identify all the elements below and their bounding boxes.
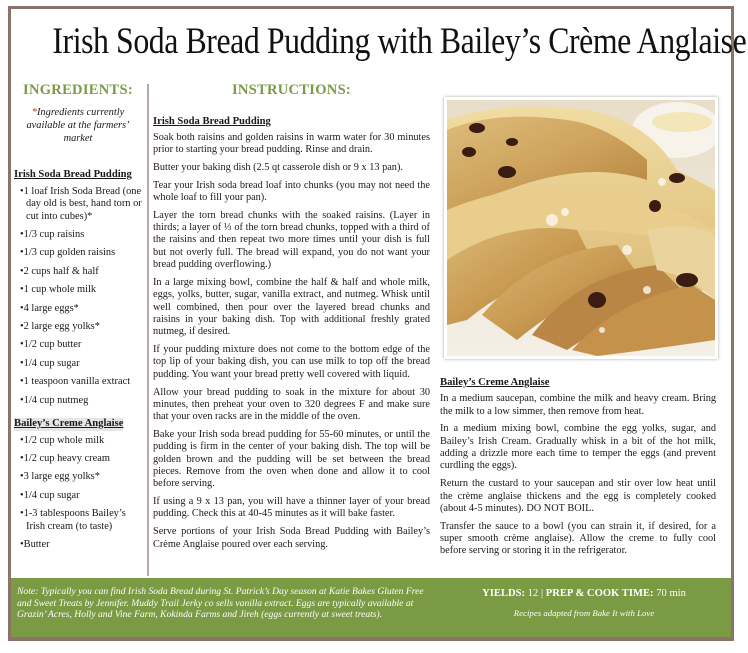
instruction-step: Return the custard to your saucepan and stir over low heat until the crème anglaise thickens and the egg is completely cooked (about 4-5 minutes). DO NOT BOIL. (440, 478, 716, 514)
footer-band (11, 578, 731, 637)
instruction-step: Butter your baking dish (2.5 qt casserole dish or 9 x 13 pan). (153, 161, 403, 173)
ingredient-item: • Butter (20, 539, 142, 551)
soda-bread-photo (444, 97, 718, 359)
time-label: PREP & COOK TIME: (545, 588, 654, 599)
instructions-section-title: Bailey’s Creme Anglaise (440, 377, 550, 388)
instruction-step: If using a 9 x 13 pan, you will have a thinner layer of your bread pudding. Check this at 40-45 minutes as it will bake faster. (153, 496, 430, 520)
instruction-step: In a large mixing bowl, combine the half & half and whole milk, eggs, yolks, butter, sugar, vanilla extract, and nutmeg. Whisk until well combined, then pour over the layered bread chunks and raisins in your baking dish. Top with additional freshly grated nutmeg, if desired. (153, 276, 430, 338)
farmers-market-note (14, 106, 142, 145)
ingredients-list-pudding (14, 186, 142, 407)
ingredient-item: • 1 loaf Irish Soda Bread (one day old is best, hand torn or cut into cubes)* (20, 186, 142, 223)
soda-bread-image (447, 100, 715, 356)
ingredient-item: • 3 large egg yolks* (20, 471, 142, 483)
instruction-step: In a medium mixing bowl, combine the egg yolks, sugar, and Bailey’s Irish Cream. Gradually whisk in a bit of the hot milk, adding a drizzle more each time to temper the eggs (and prevent curdling the eggs). (440, 423, 716, 472)
instruction-step: Transfer the sauce to a bowl (you can strain it, if desired, for a super smooth crème anglaise). Allow the creme to fully cool before serving or storing it in the refrigerator. (440, 520, 716, 557)
page-title: Irish Soda Bread Pudding with Bailey’s Crème Anglaise (52, 21, 747, 62)
ingredients-section-title: Bailey’s Creme Anglaise (14, 418, 124, 430)
ingredient-item: • 1/4 cup sugar (20, 358, 142, 370)
instruction-step: Soak both raisins and golden raisins in warm water for 30 minutes prior to starting your bread pudding. Rinse and drain. (153, 131, 430, 155)
ingredient-item: • 1/3 cup raisins (20, 229, 142, 241)
instruction-step: Serve portions of your Irish Soda Bread Pudding with Bailey’s Crème Anglaise poured over each serving. (153, 526, 430, 550)
instruction-step: Layer the torn bread chunks with the soaked raisins. (Layer in thirds; a layer of ⅓ of the torn bread chunks, topped with a third of the raisins and then repeat two more times until your dish is full but not overly full. The bread will expand, you do not want your bread pudding overflowing.) (153, 209, 430, 271)
ingredients-list-creme (14, 435, 142, 552)
ingredient-item: • 1/4 cup sugar (20, 490, 142, 502)
separator: | (540, 588, 544, 599)
ingredient-item: • 1 teaspoon vanilla extract (20, 376, 142, 388)
ingredient-item: • 4 large eggs* (20, 303, 142, 315)
instruction-step: Allow your bread pudding to soak in the mixture for about 30 minutes, then preheat your oven to 320 degrees F and make sure that your oven racks are in the middle of the oven. (153, 386, 430, 423)
ingredient-item: • 1/2 cup heavy cream (20, 453, 142, 465)
ingredient-item: • 1/2 cup whole milk (20, 435, 142, 447)
ingredient-item: • 1/3 cup golden raisins (20, 247, 142, 259)
instruction-step: In a medium saucepan, combine the milk and heavy cream. Bring the milk to a low simmer, then remove from heat. (440, 393, 716, 417)
ingredient-item: • 1/2 cup butter (20, 339, 142, 351)
ingredient-item: • 1 cup whole milk (20, 284, 142, 296)
ingredient-item: • 1-3 tablespoons Bailey’s Irish cream (to taste) (20, 508, 142, 533)
instruction-step: Tear your Irish soda bread loaf into chunks (you may not need the whole loaf to fill your pan). (153, 179, 430, 203)
ingredients-section-title: Irish Soda Bread Pudding (14, 169, 132, 181)
ingredients-column (14, 84, 142, 557)
time-value: 70 min (656, 588, 686, 599)
creme-anglaise-column (440, 377, 716, 563)
yields-and-time (441, 588, 727, 599)
instructions-section-title: Irish Soda Bread Pudding (153, 116, 271, 128)
ingredient-item: • 2 cups half & half (20, 266, 142, 278)
instructions-column (153, 84, 430, 556)
ingredient-item: • 2 large egg yolks* (20, 321, 142, 333)
instruction-step: Bake your Irish soda bread pudding for 55-60 minutes, or until the pudding is firm in the center of your baking dish. The top will be golden brown and the pudding will be set between the bread pieces. Remove from the oven when done and allow it to cool before serving. (153, 428, 430, 490)
recipe-credit: Recipes adapted from Bake It with Love (513, 608, 655, 618)
instruction-step: If your pudding mixture does not come to the bottom edge of the top lip of your baking dish, you can use milk to top off the bread pudding. You want your bread pretty well covered with liquid. (153, 344, 430, 380)
yields-value: 12 (527, 588, 539, 599)
instructions-heading: INSTRUCTIONS: (231, 82, 352, 98)
footer-note: Note: Typically you can find Irish Soda Bread during St. Patrick’s Day season at Katie Bakes Gluten Free and Sweet Treats by Jennifer. Muddy Trail Jerky co sells vanilla extract. Eggs are typically available at Grazin’ Acres, Holly and Vine Farm, Kokinda Farms and Jireh (eggs currently at sweet treats). (17, 586, 424, 621)
asterisk: * (31, 107, 37, 119)
farmers-market-note-text: Ingredients currently available at the farmers’ market (26, 107, 130, 145)
column-divider (147, 84, 149, 576)
ingredients-heading: INGREDIENTS: (23, 82, 133, 98)
ingredient-item: • 1/4 cup nutmeg (20, 395, 142, 407)
yields-label: YIELDS: (482, 588, 526, 599)
